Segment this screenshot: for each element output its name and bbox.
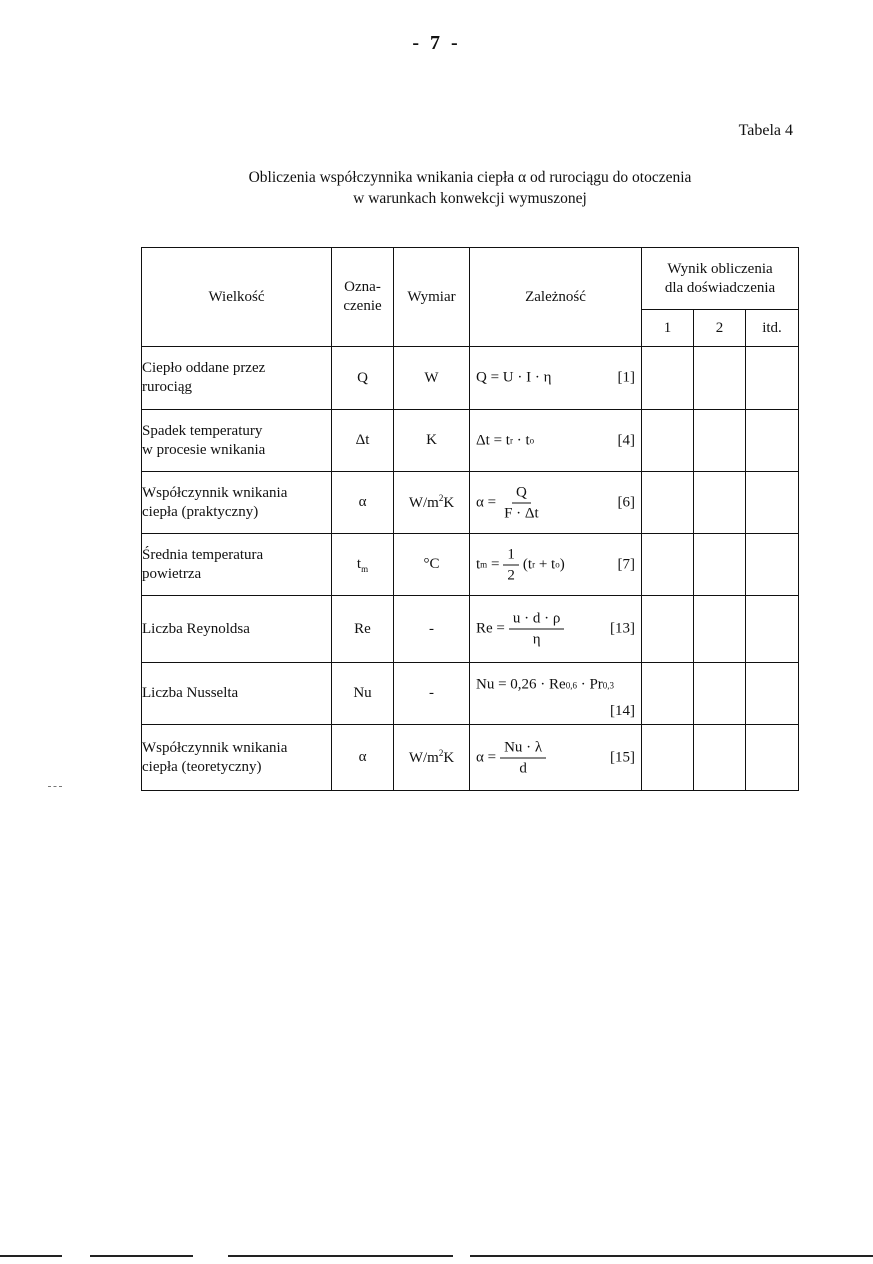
formula-cell bbox=[470, 472, 642, 534]
footer-rule bbox=[228, 1255, 453, 1257]
header-col-3: itd. bbox=[746, 310, 799, 347]
reference: [6] bbox=[617, 494, 635, 510]
quantity-name: Liczba Reynoldsa bbox=[142, 596, 332, 663]
unit: W bbox=[394, 347, 470, 410]
symbol: α bbox=[332, 725, 394, 791]
result-cell bbox=[642, 725, 694, 791]
symbol: Δt bbox=[332, 410, 394, 472]
unit: - bbox=[394, 596, 470, 663]
quantity-name: Współczynnik wnikania ciepła (teoretyczny) bbox=[142, 725, 332, 791]
footer-rule bbox=[470, 1255, 873, 1257]
unit: K bbox=[394, 410, 470, 472]
result-cell bbox=[746, 663, 799, 725]
header-col-1: 1 bbox=[642, 310, 694, 347]
result-cell bbox=[694, 347, 746, 410]
formula-cell bbox=[470, 596, 642, 663]
caption-line-2: w warunkach konwekcji wymuszonej bbox=[353, 190, 587, 207]
result-cell bbox=[694, 663, 746, 725]
table-label: Tabela 4 bbox=[738, 122, 793, 139]
caption-line-1: Obliczenia współczynnika wnikania ciepła α od rurociągu do otoczenia bbox=[248, 169, 692, 186]
table-caption bbox=[0, 167, 873, 209]
formula-cell bbox=[470, 534, 642, 596]
table-row bbox=[142, 596, 799, 663]
symbol: α bbox=[332, 472, 394, 534]
reference: [14] bbox=[610, 703, 635, 719]
result-cell bbox=[746, 410, 799, 472]
formula: α = $\frac{Q}{F \cdot \Delta t}$ bbox=[476, 484, 539, 521]
table-row bbox=[142, 410, 799, 472]
formula-cell bbox=[470, 725, 642, 791]
quantity-name: Współczynnik wnikania ciepła (praktyczny) bbox=[142, 472, 332, 534]
formula: α = $\frac{Nu \cdot \lambda}{d}$ bbox=[476, 737, 550, 778]
footer-rule bbox=[0, 1255, 62, 1257]
formula-cell bbox=[470, 347, 642, 410]
result-cell bbox=[746, 725, 799, 791]
unit: °C bbox=[394, 534, 470, 596]
calculation-table bbox=[141, 247, 799, 791]
header-symbol: Ozna- czenie bbox=[332, 248, 394, 347]
reference: [4] bbox=[617, 432, 635, 448]
result-cell bbox=[642, 663, 694, 725]
unit: $W/m^2K$ bbox=[394, 472, 470, 534]
reference: [1] bbox=[617, 369, 635, 386]
result-cell bbox=[694, 410, 746, 472]
symbol: Re bbox=[332, 596, 394, 663]
result-cell bbox=[642, 410, 694, 472]
result-cell bbox=[694, 596, 746, 663]
symbol: $t_m$ bbox=[332, 534, 394, 596]
formula-cell bbox=[470, 410, 642, 472]
result-cell bbox=[694, 534, 746, 596]
header-formula: Zależność bbox=[470, 248, 642, 347]
reference: [7] bbox=[617, 556, 635, 572]
header-results: Wynik obliczenia dla doświadczenia bbox=[642, 248, 799, 310]
result-cell bbox=[746, 347, 799, 410]
formula: Q = U · I · η bbox=[476, 369, 552, 386]
header-col-2: 2 bbox=[694, 310, 746, 347]
symbol: Nu bbox=[332, 663, 394, 725]
table-row bbox=[142, 534, 799, 596]
formula: Re = $\frac{u \cdot d \cdot \rho}{\eta}$ bbox=[476, 609, 568, 650]
result-cell bbox=[642, 472, 694, 534]
table-row bbox=[142, 472, 799, 534]
result-cell bbox=[694, 472, 746, 534]
header-quantity: Wielkość bbox=[142, 248, 332, 347]
symbol: Q bbox=[332, 347, 394, 410]
reference: [13] bbox=[610, 620, 635, 637]
table-row bbox=[142, 663, 799, 725]
formula: Δt = t r · t o bbox=[476, 432, 535, 448]
header-unit: Wymiar bbox=[394, 248, 470, 347]
formula-cell bbox=[470, 663, 642, 725]
result-cell bbox=[694, 725, 746, 791]
quantity-name: Średnia temperatura powietrza bbox=[142, 534, 332, 596]
unit: - bbox=[394, 663, 470, 725]
reference: [15] bbox=[610, 749, 635, 765]
unit: $W/m^2K$ bbox=[394, 725, 470, 791]
result-cell bbox=[642, 347, 694, 410]
quantity-name: Spadek temperatury w procesie wnikania bbox=[142, 410, 332, 472]
result-cell bbox=[746, 596, 799, 663]
result-cell bbox=[746, 472, 799, 534]
result-cell bbox=[642, 596, 694, 663]
result-cell bbox=[746, 534, 799, 596]
table-row bbox=[142, 725, 799, 791]
quantity-name: Liczba Nusselta bbox=[142, 663, 332, 725]
scan-mark bbox=[48, 786, 62, 788]
table-row bbox=[142, 347, 799, 410]
result-cell bbox=[642, 534, 694, 596]
formula: Nu = 0,26 · Re 0,6 · Pr 0,3 bbox=[476, 676, 615, 693]
formula: t m = $\frac{1}{2}$ (t r + t o ) bbox=[476, 546, 565, 583]
page-number: - 7 - bbox=[412, 32, 461, 54]
quantity-name: Ciepło oddane przez rurociąg bbox=[142, 347, 332, 410]
footer-rule bbox=[90, 1255, 193, 1257]
